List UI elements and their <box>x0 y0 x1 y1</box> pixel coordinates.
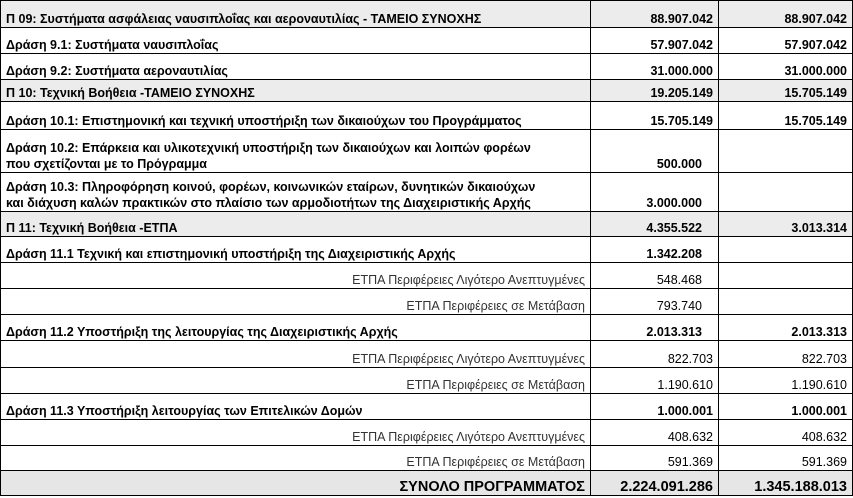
row-value-1: 31.000.000 <box>591 54 719 80</box>
row-value-2: 822.703 <box>719 341 853 368</box>
row-value-1: 3.000.000 <box>591 173 719 212</box>
row-value-1: 2.013.313 <box>591 315 719 341</box>
row-label: Δράση 11.1 Τεχνική και επιστημονική υποστήριξη της Διαχειριστικής Αρχής <box>1 237 591 263</box>
table-row-priority-10 <box>1 80 853 102</box>
row-value-1: 19.205.149 <box>591 80 719 102</box>
row-value-1: 822.703 <box>591 341 719 368</box>
table-row-action-10-1 <box>1 102 853 130</box>
row-label: ΕΤΠΑ Περιφέρειες σε Μετάβαση <box>1 289 591 315</box>
row-value-1: 4.355.522 <box>591 212 719 237</box>
row-label: Π 11: Τεχνική Βοήθεια -ΕΤΠΑ <box>1 212 591 237</box>
table-row-subregion <box>1 263 853 289</box>
row-value-1: 57.907.042 <box>591 28 719 54</box>
total-value-2: 1.345.188.013 <box>719 471 853 496</box>
row-label <box>1 173 591 212</box>
row-label: ΕΤΠΑ Περιφέρειες σε Μετάβαση <box>1 368 591 394</box>
table-row-total <box>1 471 853 496</box>
row-value-2: 31.000.000 <box>719 54 853 80</box>
row-label: ΕΤΠΑ Περιφέρειες Λιγότερο Ανεπτυγμένες <box>1 341 591 368</box>
table-row-subregion <box>1 368 853 394</box>
table-row-action-9-1 <box>1 28 853 54</box>
row-label: Π 10: Τεχνική Βοήθεια -ΤΑΜΕΙΟ ΣΥΝΟΧΗΣ <box>1 80 591 102</box>
row-value-1: 88.907.042 <box>591 1 719 28</box>
row-label-line-2: που σχετίζονται με το Πρόγραμμα <box>6 157 207 171</box>
row-value-1: 793.740 <box>591 289 719 315</box>
row-value-2: 2.013.313 <box>719 315 853 341</box>
row-value-2 <box>719 237 853 263</box>
table-row-action-10-3 <box>1 173 853 212</box>
row-label-line-2: και διάχυση καλών πρακτικών στο πλαίσιο των αρμοδιοτήτων της Διαχειριστικής Αρχής <box>6 196 531 210</box>
row-value-1: 500.000 <box>591 130 719 173</box>
row-label: ΕΤΠΑ Περιφέρειες Λιγότερο Ανεπτυγμένες <box>1 263 591 289</box>
table-row-action-11-1 <box>1 237 853 263</box>
table-row-subregion <box>1 289 853 315</box>
row-value-1: 1.342.208 <box>591 237 719 263</box>
row-value-2: 408.632 <box>719 420 853 446</box>
row-label: Δράση 10.1: Επιστημονική και τεχνική υποστήριξη των δικαιούχων του Προγράμματος <box>1 102 591 130</box>
table-row-priority-11 <box>1 212 853 237</box>
table-row-priority-09 <box>1 1 853 28</box>
row-label: Δράση 9.1: Συστήματα ναυσιπλοΐας <box>1 28 591 54</box>
table-row-action-9-2 <box>1 54 853 80</box>
table-row-action-10-2 <box>1 130 853 173</box>
row-label <box>1 130 591 173</box>
row-label-line-1: Δράση 10.2: Επάρκεια και υλικοτεχνική υποστήριξη των δικαιούχων και λοιπών φορέων <box>6 141 531 155</box>
row-value-2 <box>719 289 853 315</box>
row-value-1: 548.468 <box>591 263 719 289</box>
row-label: ΕΤΠΑ Περιφέρειες σε Μετάβαση <box>1 446 591 471</box>
row-value-2: 88.907.042 <box>719 1 853 28</box>
row-label-line-1: Δράση 10.3: Πληροφόρηση κοινού, φορέων, κοινωνικών εταίρων, δυνητικών δικαιούχων <box>6 180 536 194</box>
row-value-2 <box>719 173 853 212</box>
row-value-2: 3.013.314 <box>719 212 853 237</box>
row-value-1: 408.632 <box>591 420 719 446</box>
row-value-1: 1.190.610 <box>591 368 719 394</box>
row-value-2: 15.705.149 <box>719 102 853 130</box>
row-value-1: 1.000.001 <box>591 394 719 420</box>
table-row-subregion <box>1 446 853 471</box>
row-value-2: 1.000.001 <box>719 394 853 420</box>
row-value-2 <box>719 130 853 173</box>
table-row-subregion <box>1 341 853 368</box>
row-value-1: 591.369 <box>591 446 719 471</box>
row-value-2: 1.190.610 <box>719 368 853 394</box>
row-label: Δράση 11.3 Υποστήριξη λειτουργίας των Επιτελικών Δομών <box>1 394 591 420</box>
table-row-action-11-3 <box>1 394 853 420</box>
row-value-2: 57.907.042 <box>719 28 853 54</box>
row-label: Δράση 11.2 Υποστήριξη της λειτουργίας της Διαχειριστικής Αρχής <box>1 315 591 341</box>
table-row-subregion <box>1 420 853 446</box>
row-value-2: 15.705.149 <box>719 80 853 102</box>
row-label: Δράση 9.2: Συστήματα αεροναυτιλίας <box>1 54 591 80</box>
row-value-1: 15.705.149 <box>591 102 719 130</box>
total-label: ΣΥΝΟΛΟ ΠΡΟΓΡΑΜΜΑΤΟΣ <box>1 471 591 496</box>
row-value-2: 591.369 <box>719 446 853 471</box>
row-label: ΕΤΠΑ Περιφέρειες Λιγότερο Ανεπτυγμένες <box>1 420 591 446</box>
row-label: Π 09: Συστήματα ασφάλειας ναυσιπλοΐας και αεροναυτιλίας - ΤΑΜΕΙΟ ΣΥΝΟΧΗΣ <box>1 1 591 28</box>
total-value-1: 2.224.091.286 <box>591 471 719 496</box>
table-row-action-11-2 <box>1 315 853 341</box>
row-value-2 <box>719 263 853 289</box>
